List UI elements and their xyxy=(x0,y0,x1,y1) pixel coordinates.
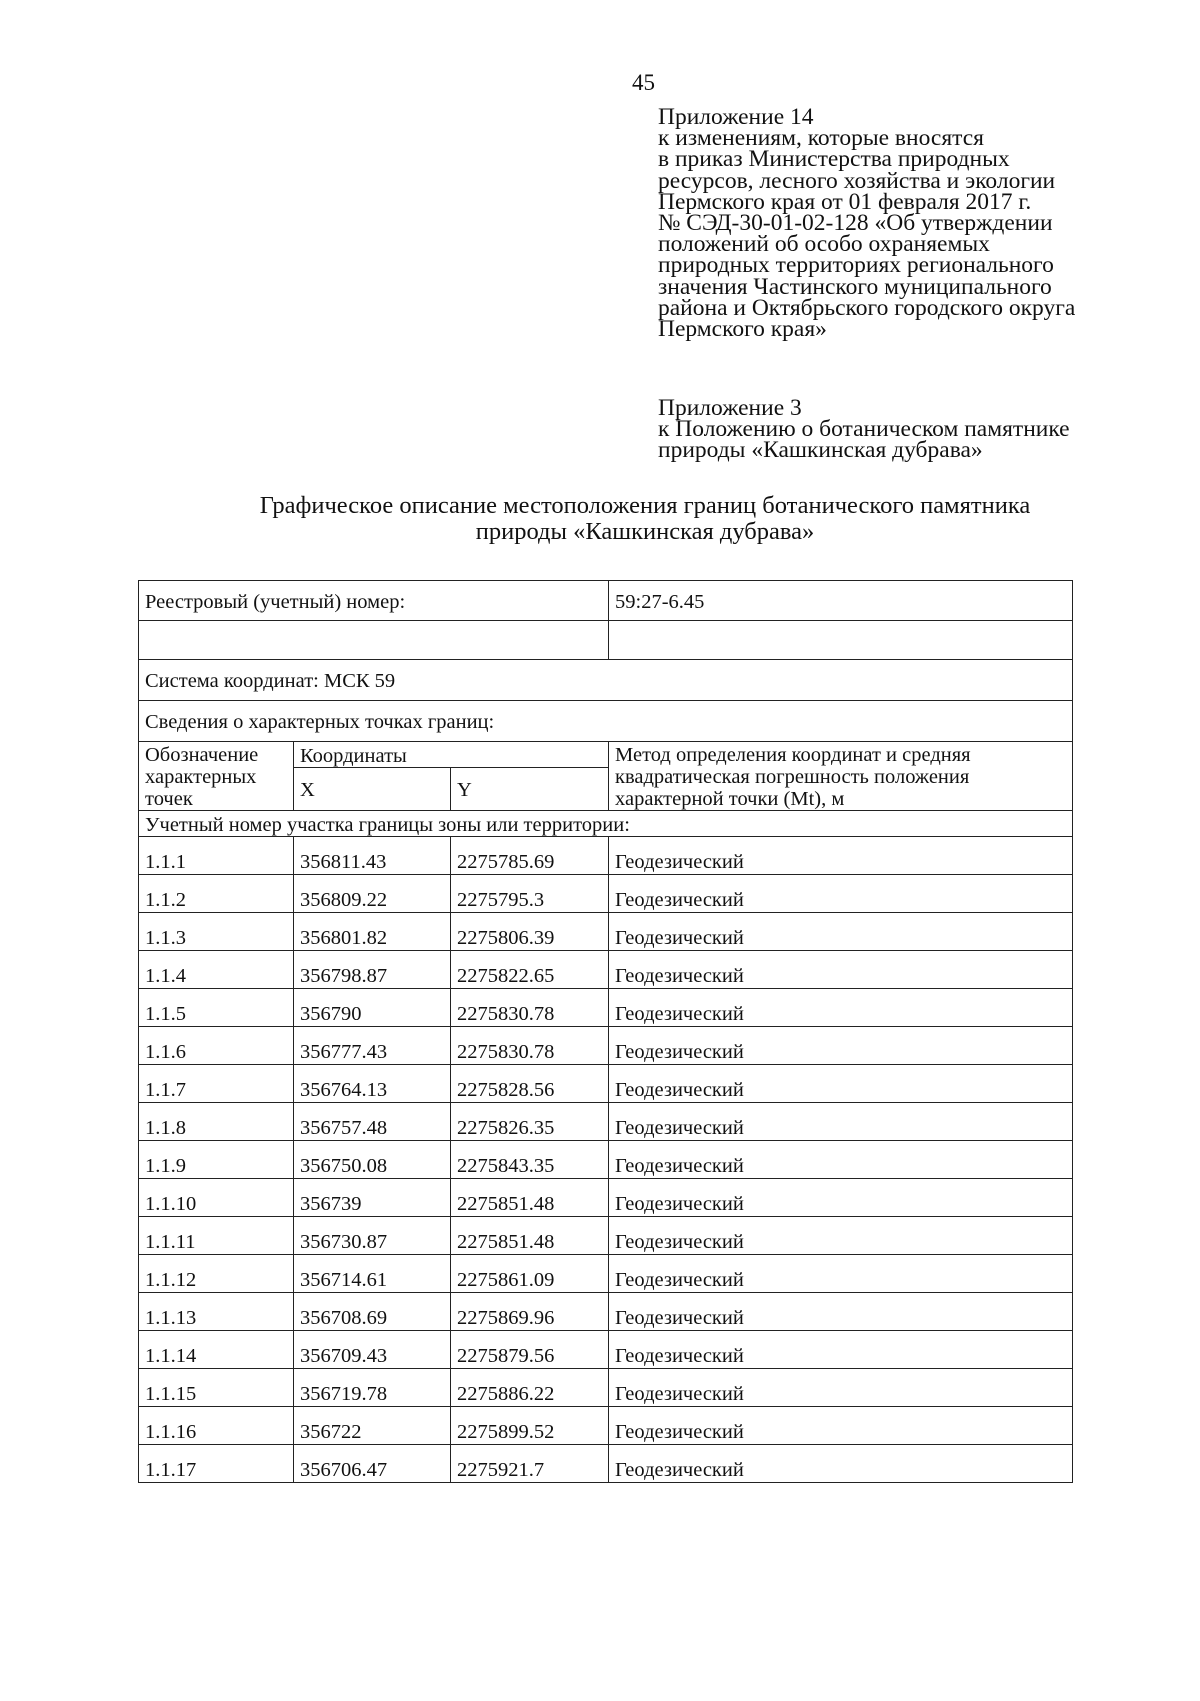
coord-y-cell: 2275869.96 xyxy=(451,1293,609,1331)
appendix-14-line: к изменениям, которые вносятся xyxy=(658,125,984,152)
coord-x-cell: 356757.48 xyxy=(294,1103,451,1141)
coord-x-cell: 356722 xyxy=(294,1407,451,1445)
coord-y-cell: 2275886.22 xyxy=(451,1369,609,1407)
section-row xyxy=(139,811,1073,837)
empty-cell-left xyxy=(139,621,609,660)
point-id-cell: 1.1.4 xyxy=(139,951,294,989)
coord-y-cell: 2275830.78 xyxy=(451,1027,609,1065)
coord-y-cell: 2275843.35 xyxy=(451,1141,609,1179)
coord-x-cell: 356739 xyxy=(294,1179,451,1217)
boundary-points-table xyxy=(138,580,1073,1483)
method-cell: Геодезический xyxy=(609,1255,1073,1293)
appendix-14-line: в приказ Министерства природных xyxy=(658,146,1010,173)
point-id-cell: 1.1.5 xyxy=(139,989,294,1027)
table-row xyxy=(139,1255,1073,1293)
point-id-cell: 1.1.17 xyxy=(139,1445,294,1483)
registry-row xyxy=(139,581,1073,621)
header-row-1 xyxy=(139,742,1073,768)
method-cell: Геодезический xyxy=(609,1369,1073,1407)
coord-x-cell: 356764.13 xyxy=(294,1065,451,1103)
coord-x-cell: 356801.82 xyxy=(294,913,451,951)
empty-cell-right xyxy=(609,621,1073,660)
appendix-14-line: Пермского края» xyxy=(658,316,827,343)
coord-y-cell: 2275795.3 xyxy=(451,875,609,913)
appendix-14-line: района и Октябрьского городского округа xyxy=(658,294,1076,321)
method-cell: Геодезический xyxy=(609,1027,1073,1065)
coord-x-cell: 356714.61 xyxy=(294,1255,451,1293)
table-row xyxy=(139,837,1073,875)
method-cell: Геодезический xyxy=(609,1407,1073,1445)
title-line-1: Графическое описание местоположения границ ботанического памятника xyxy=(259,492,1031,519)
table-row xyxy=(139,1103,1073,1141)
point-id-cell: 1.1.1 xyxy=(139,837,294,875)
points-info-row xyxy=(139,701,1073,742)
coord-x-cell: 356790 xyxy=(294,989,451,1027)
point-id-cell: 1.1.12 xyxy=(139,1255,294,1293)
method-cell: Геодезический xyxy=(609,1065,1073,1103)
coord-x-cell: 356750.08 xyxy=(294,1141,451,1179)
appendix-14-line: Приложение 14 xyxy=(658,104,814,130)
coord-y-cell: 2275828.56 xyxy=(451,1065,609,1103)
header-method: Метод определения координат и средняя квадратическая погрешность положения характерной точки (Mt), м xyxy=(609,742,1073,811)
method-cell: Геодезический xyxy=(609,1293,1073,1331)
appendix-14-line: ресурсов, лесного хозяйства и экологии xyxy=(658,167,1056,194)
coord-y-cell: 2275861.09 xyxy=(451,1255,609,1293)
table-row xyxy=(139,1445,1073,1483)
appendix-3-header xyxy=(658,395,1070,464)
point-id-cell: 1.1.14 xyxy=(139,1331,294,1369)
table-row xyxy=(139,1179,1073,1217)
coord-x-cell: 356730.87 xyxy=(294,1217,451,1255)
appendix-14-header xyxy=(658,104,1076,343)
coord-x-cell: 356719.78 xyxy=(294,1369,451,1407)
appendix-3-line: природы «Кашкинская дубрава» xyxy=(658,437,983,464)
point-id-cell: 1.1.11 xyxy=(139,1217,294,1255)
coord-x-cell: 356798.87 xyxy=(294,951,451,989)
method-cell: Геодезический xyxy=(609,1179,1073,1217)
appendix-14-line: положений об особо охраняемых xyxy=(658,231,990,258)
method-cell: Геодезический xyxy=(609,875,1073,913)
header-coordinates: Координаты xyxy=(294,742,609,768)
empty-row xyxy=(139,621,1073,660)
method-cell: Геодезический xyxy=(609,1331,1073,1369)
header-designation: Обозначение характерных точек xyxy=(139,742,294,811)
coord-y-cell: 2275899.52 xyxy=(451,1407,609,1445)
coord-y-cell: 2275921.7 xyxy=(451,1445,609,1483)
method-cell: Геодезический xyxy=(609,951,1073,989)
table-row xyxy=(139,1065,1073,1103)
method-cell: Геодезический xyxy=(609,1445,1073,1483)
point-id-cell: 1.1.2 xyxy=(139,875,294,913)
table-row xyxy=(139,1027,1073,1065)
table-row xyxy=(139,1369,1073,1407)
point-id-cell: 1.1.8 xyxy=(139,1103,294,1141)
coord-y-cell: 2275822.65 xyxy=(451,951,609,989)
table-row xyxy=(139,1217,1073,1255)
table-row xyxy=(139,989,1073,1027)
coord-system-row xyxy=(139,660,1073,701)
coord-x-cell: 356709.43 xyxy=(294,1331,451,1369)
appendix-3-line: к Положению о ботаническом памятнике xyxy=(658,416,1070,443)
appendix-14-line: Пермского края от 01 февраля 2017 г. xyxy=(658,188,1032,215)
coord-y-cell: 2275830.78 xyxy=(451,989,609,1027)
coord-y-cell: 2275851.48 xyxy=(451,1179,609,1217)
table-row xyxy=(139,951,1073,989)
point-id-cell: 1.1.15 xyxy=(139,1369,294,1407)
section-label: Учетный номер участка границы зоны или территории: xyxy=(139,811,1073,837)
method-cell: Геодезический xyxy=(609,913,1073,951)
coord-x-cell: 356706.47 xyxy=(294,1445,451,1483)
coord-y-cell: 2275851.48 xyxy=(451,1217,609,1255)
coord-x-cell: 356777.43 xyxy=(294,1027,451,1065)
method-cell: Геодезический xyxy=(609,1141,1073,1179)
point-id-cell: 1.1.16 xyxy=(139,1407,294,1445)
table-row xyxy=(139,913,1073,951)
method-cell: Геодезический xyxy=(609,1103,1073,1141)
point-id-cell: 1.1.3 xyxy=(139,913,294,951)
coord-y-cell: 2275785.69 xyxy=(451,837,609,875)
coord-y-cell: 2275826.35 xyxy=(451,1103,609,1141)
method-cell: Геодезический xyxy=(609,989,1073,1027)
title-line-2: природы «Кашкинская дубрава» xyxy=(475,518,815,545)
method-cell: Геодезический xyxy=(609,1217,1073,1255)
registry-value: 59:27-6.45 xyxy=(609,581,1073,621)
registry-label: Реестровый (учетный) номер: xyxy=(139,581,609,621)
coord-x-cell: 356708.69 xyxy=(294,1293,451,1331)
point-id-cell: 1.1.7 xyxy=(139,1065,294,1103)
coord-y-cell: 2275806.39 xyxy=(451,913,609,951)
appendix-14-line: № СЭД-30-01-02-128 «Об утверждении xyxy=(658,210,1053,237)
page-number: 45 xyxy=(632,70,655,95)
points-info-cell: Сведения о характерных точках границ: xyxy=(139,701,1073,742)
table-row xyxy=(139,1407,1073,1445)
coord-x-cell: 356809.22 xyxy=(294,875,451,913)
table-row xyxy=(139,875,1073,913)
method-cell: Геодезический xyxy=(609,837,1073,875)
document-title xyxy=(140,493,1150,545)
point-id-cell: 1.1.13 xyxy=(139,1293,294,1331)
header-y: Y xyxy=(451,768,609,811)
coord-x-cell: 356811.43 xyxy=(294,837,451,875)
appendix-3-line: Приложение 3 xyxy=(658,395,802,421)
coord-system-cell: Система координат: МСК 59 xyxy=(139,660,1073,701)
point-id-cell: 1.1.6 xyxy=(139,1027,294,1065)
coord-y-cell: 2275879.56 xyxy=(451,1331,609,1369)
appendix-14-line: природных территориях регионального xyxy=(658,252,1054,279)
table-row xyxy=(139,1331,1073,1369)
header-x: X xyxy=(294,768,451,811)
point-id-cell: 1.1.9 xyxy=(139,1141,294,1179)
table-row xyxy=(139,1293,1073,1331)
table-row xyxy=(139,1141,1073,1179)
appendix-14-line: значения Частинского муниципального xyxy=(658,273,1052,300)
point-id-cell: 1.1.10 xyxy=(139,1179,294,1217)
